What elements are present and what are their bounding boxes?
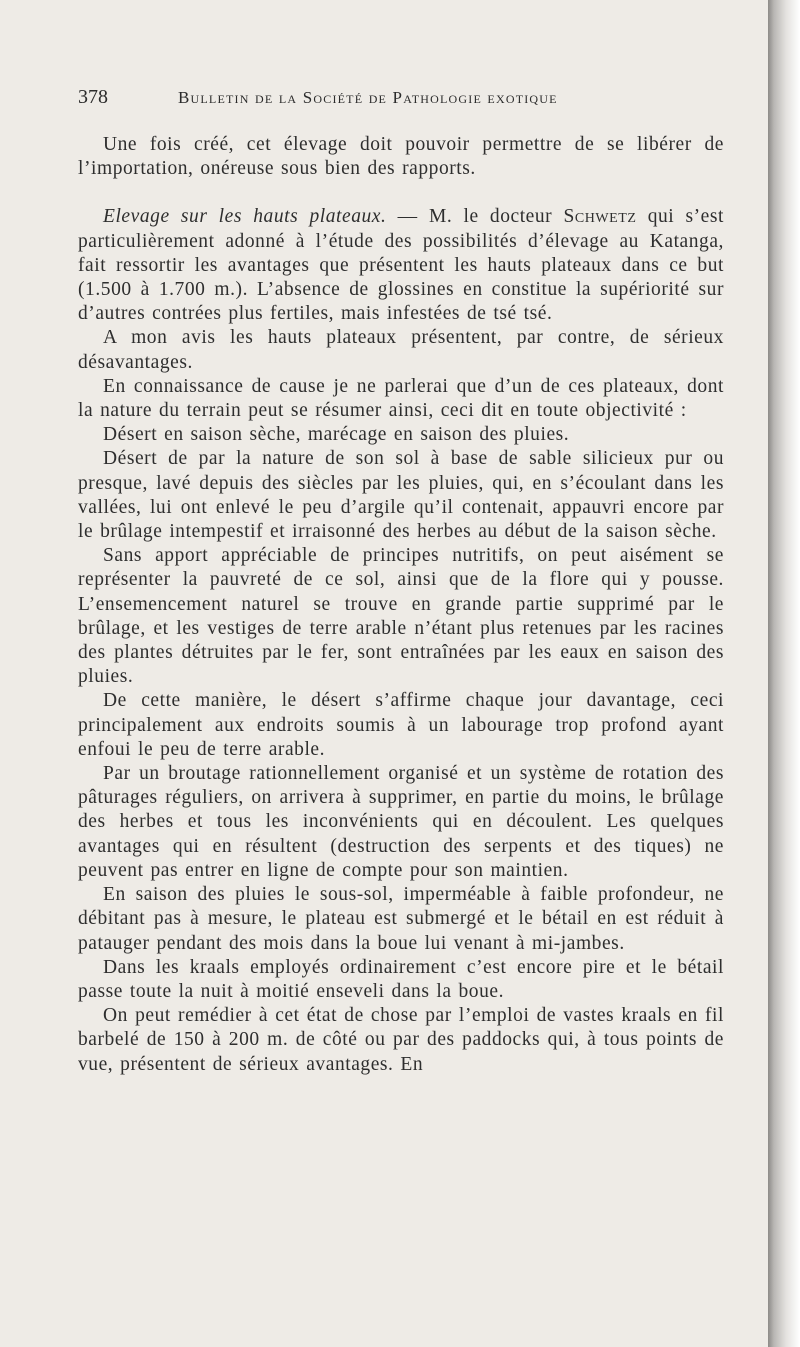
section-heading: Elevage sur les hauts plateaux. — [103, 206, 387, 228]
paragraph-text: qui s’est particulièrement adonné à l’étude des possibilités d’élevage au Katanga, fait ressortir les avantages que présentent les hauts plateaux dans ce but (1.500 à 1.700 m.). L’absence de glossines en constitue la supériorité sur d’autres contrées plus fertiles, mais infestées de tsé tsé. — [78, 206, 724, 325]
paragraph: Sans apport appréciable de principes nutritifs, on peut aisément se représenter la pauvreté de ce sol, ainsi que de la flore qui y pousse. L’ensemencement naturel se trouve en grande partie supprimé par le brûlage, et les vestiges de terre arable n’étant plus retenues par les racines des plantes détruites par le fer, sont entraînées par les eaux en saison des pluies. — [78, 545, 724, 688]
paragraph: Par un broutage rationnellement organisé et un système de rotation des pâturages réguliers, on arrivera à supprimer, en partie du moins, le brûlage des herbes et tous les inconvénients qui en découlent. Les quelques avantages qui en résultent (destruction des serpents et des tiques) ne peuvent pas entrer en ligne de compte pour son maintien. — [78, 763, 724, 881]
paragraph: On peut remédier à cet état de chose par l’emploi de vastes kraals en fil barbelé de 150 à 200 m. de côté ou par des paddocks qui, à tous points de vue, présentent de sérieux avantages. En — [78, 1005, 724, 1075]
paragraph: Désert en saison sèche, marécage en saison des pluies. — [103, 424, 570, 446]
paragraph — [78, 205, 724, 326]
page-number: 378 — [78, 86, 108, 108]
running-head: Bulletin de la Société de Pathologie exotique — [178, 88, 558, 107]
body-text — [78, 133, 724, 1077]
paragraph: A mon avis les hauts plateaux présentent, par contre, de sérieux désavantages. — [78, 327, 724, 373]
paragraph: Une fois créé, cet élevage doit pouvoir permettre de se libérer de l’importation, onéreuse sous bien des rapports. — [78, 134, 724, 180]
page-edge — [768, 0, 800, 1347]
paragraph: En saison des pluies le sous-sol, imperméable à faible profondeur, ne débitant pas à mesure, le plateau est submergé et le bétail en est réduit à patauger pendant des mois dans la boue lui venant à mi-jambes. — [78, 884, 724, 954]
paragraph: En connaissance de cause je ne parlerai que d’un de ces plateaux, dont la nature du terrain peut se résumer ainsi, ceci dit en toute objectivité : — [78, 375, 724, 422]
paragraph: Désert de par la nature de son sol à base de sable silicieux pur ou presque, lavé depuis des siècles par les pluies, qui, en s’écoulant dans les vallées, lui ont enlevé le peu d’argile qu’il contenait, appauvri encore par le brûlage intempestif et irraisonné des herbes au début de la saison sèche. — [78, 448, 724, 543]
page-header — [78, 86, 724, 116]
paragraph: De cette manière, le désert s’affirme chaque jour davantage, ceci principalement aux endroits soumis à un labourage trop profond ayant enfoui le peu de terre arable. — [78, 690, 724, 760]
author-name: Schwetz — [563, 206, 637, 228]
paragraph-lead: — M. le docteur — [386, 206, 564, 228]
paragraph: Dans les kraals employés ordinairement c’est encore pire et le bétail passe toute la nuit à moitié enseveli dans la boue. — [78, 956, 724, 1002]
